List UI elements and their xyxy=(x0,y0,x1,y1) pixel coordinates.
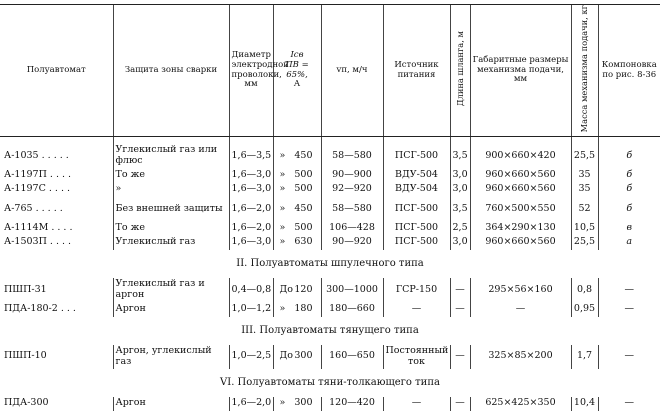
current-value: 500 xyxy=(294,221,313,233)
cell-protection: Аргон xyxy=(113,397,229,411)
cell-dimensions: 900×660×420 xyxy=(470,144,571,168)
spacer-cell xyxy=(383,137,450,145)
cell-source: ПСГ-500 xyxy=(383,236,450,251)
cell-dimensions: 960×660×560 xyxy=(470,183,571,198)
cell-mass: 52 xyxy=(571,197,598,221)
model-name: ПШП-10 xyxy=(4,350,47,362)
current-prefix: » xyxy=(279,149,286,161)
cell-protection: Аргон xyxy=(113,302,229,317)
current-prefix: » xyxy=(279,168,286,180)
cell-layout: — xyxy=(598,397,660,411)
cell-diameter: 1,6—2,0 xyxy=(229,221,273,236)
cell-speed: 300—1000 xyxy=(321,278,383,302)
spacer-cell xyxy=(321,137,383,145)
cell-diameter: 1,0—1,2 xyxy=(229,302,273,317)
header-source: Источник питания xyxy=(383,5,450,137)
spacer-cell xyxy=(113,137,229,145)
current-value: 300 xyxy=(294,397,313,409)
cell-layout: б xyxy=(598,183,660,198)
model-name: ПДА-180-2 xyxy=(4,302,58,314)
table-row xyxy=(0,397,660,411)
cell-protection: Без внешней защиты xyxy=(113,197,229,221)
model-name: А-1197С xyxy=(4,183,46,195)
current-value: 450 xyxy=(294,149,313,161)
cell-current xyxy=(273,183,321,198)
header-current-symbol: Iсв xyxy=(290,50,304,61)
table-row xyxy=(0,302,660,317)
section-heading-3 xyxy=(0,317,660,345)
header-dimensions: Габаритные размеры механизма подачи, мм xyxy=(470,5,571,137)
cell-model xyxy=(0,221,113,236)
current-value: 180 xyxy=(294,302,313,314)
table-row xyxy=(0,183,660,198)
cell-layout: — xyxy=(598,302,660,317)
leader-dots: . . . . . xyxy=(35,202,63,214)
cell-source: ВДУ-504 xyxy=(383,168,450,183)
cell-diameter: 1,6—3,0 xyxy=(229,183,273,198)
cell-layout: в xyxy=(598,221,660,236)
header-current-pv: ПВ = 65%, xyxy=(285,59,309,80)
cell-speed: 160—650 xyxy=(321,345,383,369)
model-name: А-1114М xyxy=(4,221,49,233)
cell-source: ПСГ-500 xyxy=(383,144,450,168)
current-value: 500 xyxy=(294,168,313,180)
cell-speed: 120—420 xyxy=(321,397,383,411)
model-name: А-1035 xyxy=(4,149,39,161)
cell-model xyxy=(0,168,113,183)
cell-dimensions: 625×425×350 xyxy=(470,397,571,411)
cell-dimensions: 364×290×130 xyxy=(470,221,571,236)
cell-hose-length: — xyxy=(450,345,470,369)
cell-model xyxy=(0,302,113,317)
cell-mass: 35 xyxy=(571,168,598,183)
cell-protection: Углекислый газ xyxy=(113,236,229,251)
cell-source: Постоянный ток xyxy=(383,345,450,369)
cell-speed: 58—580 xyxy=(321,144,383,168)
cell-mass: 0,95 xyxy=(571,302,598,317)
cell-protection: » xyxy=(113,183,229,198)
cell-current xyxy=(273,197,321,221)
cell-dimensions: 960×660×560 xyxy=(470,236,571,251)
leader-dots: . . . . . xyxy=(41,149,69,161)
current-prefix: » xyxy=(279,236,286,248)
cell-source: ПСГ-500 xyxy=(383,221,450,236)
spacer-row xyxy=(0,137,660,145)
leader-dots: . . . xyxy=(60,302,76,314)
current-value: 630 xyxy=(294,236,313,248)
section-title: III. Полуавтоматы тянущего типа xyxy=(241,324,419,336)
current-prefix: До xyxy=(279,283,293,295)
cell-hose-length: 3,0 xyxy=(450,236,470,251)
cell-dimensions: 295×56×160 xyxy=(470,278,571,302)
cell-layout: а xyxy=(598,236,660,251)
cell-hose-length: 2,5 xyxy=(450,221,470,236)
cell-layout: — xyxy=(598,278,660,302)
model-name: А-765 xyxy=(4,202,33,214)
cell-diameter: 1,0—2,5 xyxy=(229,345,273,369)
current-prefix: » xyxy=(279,397,286,409)
header-mass xyxy=(571,5,598,137)
cell-protection: Углекислый газ и аргон xyxy=(113,278,229,302)
cell-mass: 0,8 xyxy=(571,278,598,302)
cell-model xyxy=(0,183,113,198)
cell-current xyxy=(273,397,321,411)
spacer-cell xyxy=(0,137,113,145)
cell-speed: 90—920 xyxy=(321,236,383,251)
cell-model xyxy=(0,144,113,168)
spacer-cell xyxy=(273,137,321,145)
cell-speed: 180—660 xyxy=(321,302,383,317)
cell-current xyxy=(273,345,321,369)
cell-hose-length: — xyxy=(450,302,470,317)
table-row xyxy=(0,345,660,369)
cell-model xyxy=(0,236,113,251)
cell-hose-length: 3,0 xyxy=(450,183,470,198)
cell-speed: 92—920 xyxy=(321,183,383,198)
cell-model xyxy=(0,197,113,221)
cell-protection: Аргон, углекислый газ xyxy=(113,345,229,369)
cell-mass: 35 xyxy=(571,183,598,198)
spacer-cell xyxy=(598,137,660,145)
cell-hose-length: — xyxy=(450,278,470,302)
cell-speed: 106—428 xyxy=(321,221,383,236)
cell-hose-length: 3,0 xyxy=(450,168,470,183)
cell-source: ГСР-150 xyxy=(383,278,450,302)
spacer-cell xyxy=(571,137,598,145)
cell-current xyxy=(273,221,321,236)
header-model: Полуавтомат xyxy=(0,5,113,137)
cell-protection: То же xyxy=(113,168,229,183)
spec-table xyxy=(0,4,660,411)
model-name: ПДА-300 xyxy=(4,397,49,409)
section-heading-4 xyxy=(0,369,660,397)
cell-diameter: 1,6—3,0 xyxy=(229,168,273,183)
cell-dimensions: 960×660×560 xyxy=(470,168,571,183)
header-current-unit: А xyxy=(293,79,301,90)
cell-source: ВДУ-504 xyxy=(383,183,450,198)
table-row xyxy=(0,168,660,183)
current-prefix: » xyxy=(279,183,286,195)
table-row xyxy=(0,278,660,302)
spacer-cell xyxy=(450,137,470,145)
current-prefix: » xyxy=(279,221,286,233)
current-prefix: До xyxy=(279,350,293,362)
leader-dots: . . . . xyxy=(48,183,71,195)
leader-dots: . . . . xyxy=(49,236,72,248)
cell-current xyxy=(273,278,321,302)
header-layout: Компоновка по рис. 8-36 xyxy=(598,5,660,137)
cell-current xyxy=(273,302,321,317)
header-speed: vп, м/ч xyxy=(321,5,383,137)
section-title: VI. Полуавтоматы тяни-толкающего типа xyxy=(220,376,440,388)
leader-dots: . . . . xyxy=(49,168,72,180)
cell-diameter: 0,4—0,8 xyxy=(229,278,273,302)
cell-layout: — xyxy=(598,345,660,369)
header-row xyxy=(0,5,660,137)
cell-source: ПСГ-500 xyxy=(383,197,450,221)
cell-dimensions: 325×85×200 xyxy=(470,345,571,369)
cell-layout: б xyxy=(598,168,660,183)
table-body xyxy=(0,137,660,411)
cell-mass: 10,5 xyxy=(571,221,598,236)
header-mass-text: Масса механизма подачи, кг xyxy=(579,5,590,133)
cell-layout: б xyxy=(598,197,660,221)
current-prefix: » xyxy=(279,302,286,314)
cell-dimensions: — xyxy=(470,302,571,317)
cell-mass: 25,5 xyxy=(571,144,598,168)
section-heading-2 xyxy=(0,250,660,278)
cell-current xyxy=(273,144,321,168)
cell-current xyxy=(273,168,321,183)
cell-hose-length: 3,5 xyxy=(450,144,470,168)
cell-diameter: 1,6—3,5 xyxy=(229,144,273,168)
cell-layout: б xyxy=(598,144,660,168)
header-diameter: Диаметр электродной проволоки, мм xyxy=(229,5,273,137)
cell-mass: 10,4 xyxy=(571,397,598,411)
current-value: 500 xyxy=(294,183,313,195)
current-value: 120 xyxy=(294,283,313,295)
cell-speed: 90—900 xyxy=(321,168,383,183)
model-name: ПШП-31 xyxy=(4,283,47,295)
cell-model xyxy=(0,397,113,411)
cell-speed: 58—580 xyxy=(321,197,383,221)
cell-diameter: 1,6—3,0 xyxy=(229,236,273,251)
header-hose-length xyxy=(450,5,470,137)
cell-protection: Углекислый газ или флюс xyxy=(113,144,229,168)
cell-diameter: 1,6—2,0 xyxy=(229,197,273,221)
table-row xyxy=(0,197,660,221)
cell-source: — xyxy=(383,302,450,317)
cell-hose-length: — xyxy=(450,397,470,411)
cell-protection: То же xyxy=(113,221,229,236)
leader-dots: . . . . xyxy=(51,221,73,233)
current-value: 300 xyxy=(294,350,313,362)
current-value: 450 xyxy=(294,202,313,214)
cell-model xyxy=(0,278,113,302)
cell-model xyxy=(0,345,113,369)
table-row xyxy=(0,236,660,251)
table-row xyxy=(0,221,660,236)
current-prefix: » xyxy=(279,202,286,214)
spacer-cell xyxy=(229,137,273,145)
model-name: А-1197П xyxy=(4,168,47,180)
header-hose-length-text: Длина шланга, м xyxy=(454,31,465,107)
model-name: А-1503П xyxy=(4,236,47,248)
cell-mass: 1,7 xyxy=(571,345,598,369)
cell-dimensions: 760×500×550 xyxy=(470,197,571,221)
cell-diameter: 1,6—2,0 xyxy=(229,397,273,411)
cell-source: — xyxy=(383,397,450,411)
cell-current xyxy=(273,236,321,251)
header-protection: Защита зоны сварки xyxy=(113,5,229,137)
cell-hose-length: 3,5 xyxy=(450,197,470,221)
spacer-cell xyxy=(470,137,571,145)
table-row xyxy=(0,144,660,168)
section-title: II. Полуавтоматы шпулечного типа xyxy=(236,258,424,270)
cell-mass: 25,5 xyxy=(571,236,598,251)
